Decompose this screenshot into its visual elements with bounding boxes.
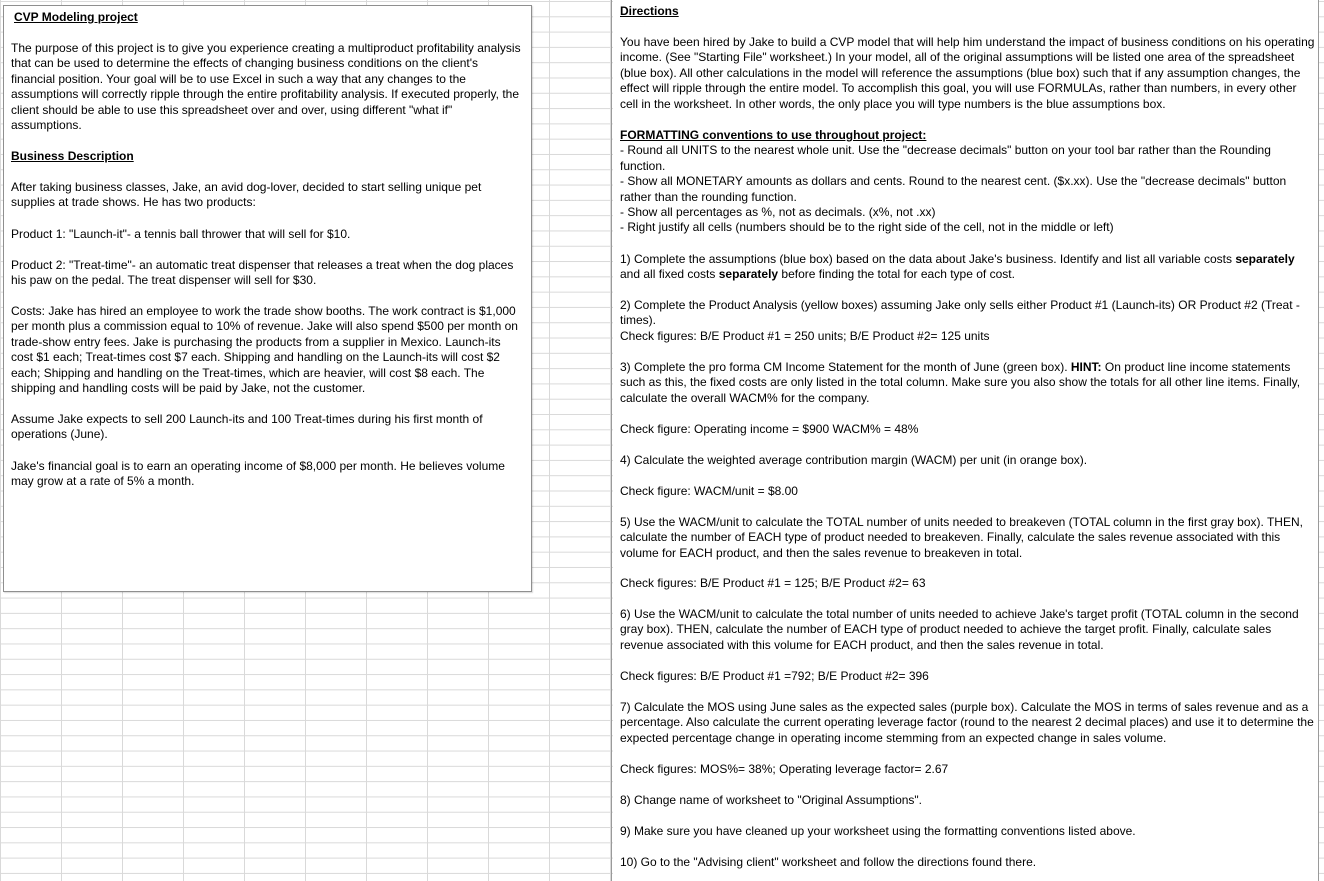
check-figure-5: Check figures: B/E Product #1 = 125; B/E Product #2= 63 [620,576,926,590]
check-figure-3: Check figure: Operating income = $900 WACM% = 48% [620,422,919,436]
purpose-paragraph: The purpose of this project is to give you experience creating a multiproduct profitability analysis that can be used to determine the effects of changing business conditions on the client's financial position. Your goal will be to use Excel in such a way that any changes to the assumptions will correctly ripple through the entire profitability analysis. If executed properly, the client should be able to use this spreadsheet over and over, using different "what if" assumptions. [11,41,521,133]
check-figure-2: Check figures: B/E Product #1 = 250 units; B/E Product #2= 125 units [620,329,990,343]
step-6: 6) Use the WACM/unit to calculate the total number of units needed to achieve Jake's target profit (TOTAL column in the second gray box). THEN, calculate the number of EACH type of product needed to achieve the target profit. Finally, calculate sales revenue associated with this volume for EACH product, and then the sales revenue in total. [620,607,1299,652]
business-intro-paragraph: After taking business classes, Jake, an avid dog-lover, decided to start selling unique pet supplies at trade shows. He has two products: [11,180,482,210]
directions-panel [613,0,1318,881]
product1-paragraph: Product 1: "Launch-it"- a tennis ball thrower that will sell for $10. [11,227,351,241]
formatting-heading: FORMATTING conventions to use throughout project: [620,128,927,142]
business-description-heading: Business Description [11,149,134,163]
step-1 [620,252,1317,283]
step-3 [620,360,1317,406]
step-3-text: On product line income statements such as this, the fixed costs are only listed in the total column. Make sure you also show the totals for all other line items. Finally, calculate the overall WACM% for the company. [620,360,1301,405]
step-9: 9) Make sure you have cleaned up your worksheet using the formatting conventions listed above. [620,824,1136,838]
formatting-rule: - Show all MONETARY amounts as dollars and cents. Round to the nearest cent. ($x.xx). Use the "decrease decimals" button rather than the rounding function. [620,174,1287,204]
step-2: 2) Complete the Product Analysis (yellow boxes) assuming Jake only sells either Product #1 (Launch-its) OR Product #2 (Treat -times). [620,298,1300,328]
step-4: 4) Calculate the weighted average contribution margin (WACM) per unit (in orange box). [620,453,1088,467]
project-title: CVP Modeling project [14,10,138,24]
directions-heading: Directions [620,4,679,18]
formatting-rule: - Show all percentages as %, not as decimals. (x%, not .xx) [620,205,936,220]
step-1-text: 1) Complete the assumptions (blue box) based on the data about Jake's business. Identify and list all variable costs [620,252,1236,266]
check-figure-7: Check figures: MOS%= 38%; Operating leverage factor= 2.67 [620,762,949,776]
check-figure-4: Check figure: WACM/unit = $8.00 [620,484,798,498]
step-1-emphasis: separately [1235,252,1295,266]
sales-assumption-paragraph: Assume Jake expects to sell 200 Launch-its and 100 Treat-times during his first month of operations (June). [11,412,483,442]
directions-intro: You have been hired by Jake to build a CVP model that will help him understand the impact of business conditions on his operating income. (See "Starting File" worksheet.) In your model, all of the original assumptions will be listed one area of the spreadsheet (blue box). All other calculations in the model will reference the assumptions (blue box) such that if any assumption changes, the effect will ripple through the entire model. To accomplish this goal, you will use FORMULAs, rather than numbers, in every other cell in the worksheet. In other words, the only place you will type numbers is the blue assumptions box. [620,35,1315,111]
step-8: 8) Change name of worksheet to "Original Assumptions". [620,793,923,807]
check-figure-6: Check figures: B/E Product #1 =792; B/E Product #2= 396 [620,669,929,683]
costs-paragraph: Costs: Jake has hired an employee to work the trade show booths. The work contract is $1,000 per month plus a commission equal to 10% of revenue. Jake will also spend $500 per month on trade-show entry fees. Jake is purchasing the products from a supplier in Mexico. Launch-its cost $1 each; Treat-times cost $7 each. Shipping and handling on the Launch-its will cost $2 each; Shipping and handling on the Treat-times, which are heavier, will cost $8 each. The shipping and handling costs will be paid by Jake, not the customer. [11,304,518,396]
formatting-rule: - Round all UNITS to the nearest whole unit. Use the "decrease decimals" button on your tool bar rather than the Rounding function. [620,143,1271,173]
column-border-left [611,0,612,881]
step-3-hint: HINT: [1070,360,1102,374]
financial-goal-paragraph: Jake's financial goal is to earn an operating income of $8,000 per month. He believes volume may grow at a rate of 5% a month. [11,459,505,489]
step-1-emphasis: separately [718,267,779,282]
step-10: 10) Go to the "Advising client" worksheet and follow the directions found there. [620,855,1037,869]
formatting-conventions [620,128,1317,236]
step-3-text: 3) Complete the pro forma CM Income Statement for the month of June (green box). [620,360,1071,374]
step-7: 7) Calculate the MOS using June sales as the expected sales (purple box). Calculate the MOS in terms of sales revenue and as a percentage. Also calculate the current operating leverage factor (round to the nearest 2 decimal places) and use it to determine the expected percentage change in operating income stemming from an expected change in sales volume. [620,700,1314,745]
formatting-rule: - Right justify all cells (numbers should be to the right side of the cell, not in the middle or left) [620,220,1114,235]
project-text-box[interactable] [3,5,532,592]
product2-paragraph: Product 2: "Treat-time"- an automatic treat dispenser that releases a treat when the dog places his paw on the pedal. The treat dispenser will sell for $30. [11,258,514,288]
step-5: 5) Use the WACM/unit to calculate the TOTAL number of units needed to breakeven (TOTAL column in the first gray box). THEN, calculate the number of EACH type of product needed to breakeven. Finally, calculate the sales revenue associated with this volume for EACH product, and then the sales revenue to breakeven in total. [620,515,1303,560]
column-border-right [1318,0,1319,881]
step-1-text: before finding the total for each type of cost. [778,267,1015,282]
step-1-text: and all fixed costs [620,267,719,282]
